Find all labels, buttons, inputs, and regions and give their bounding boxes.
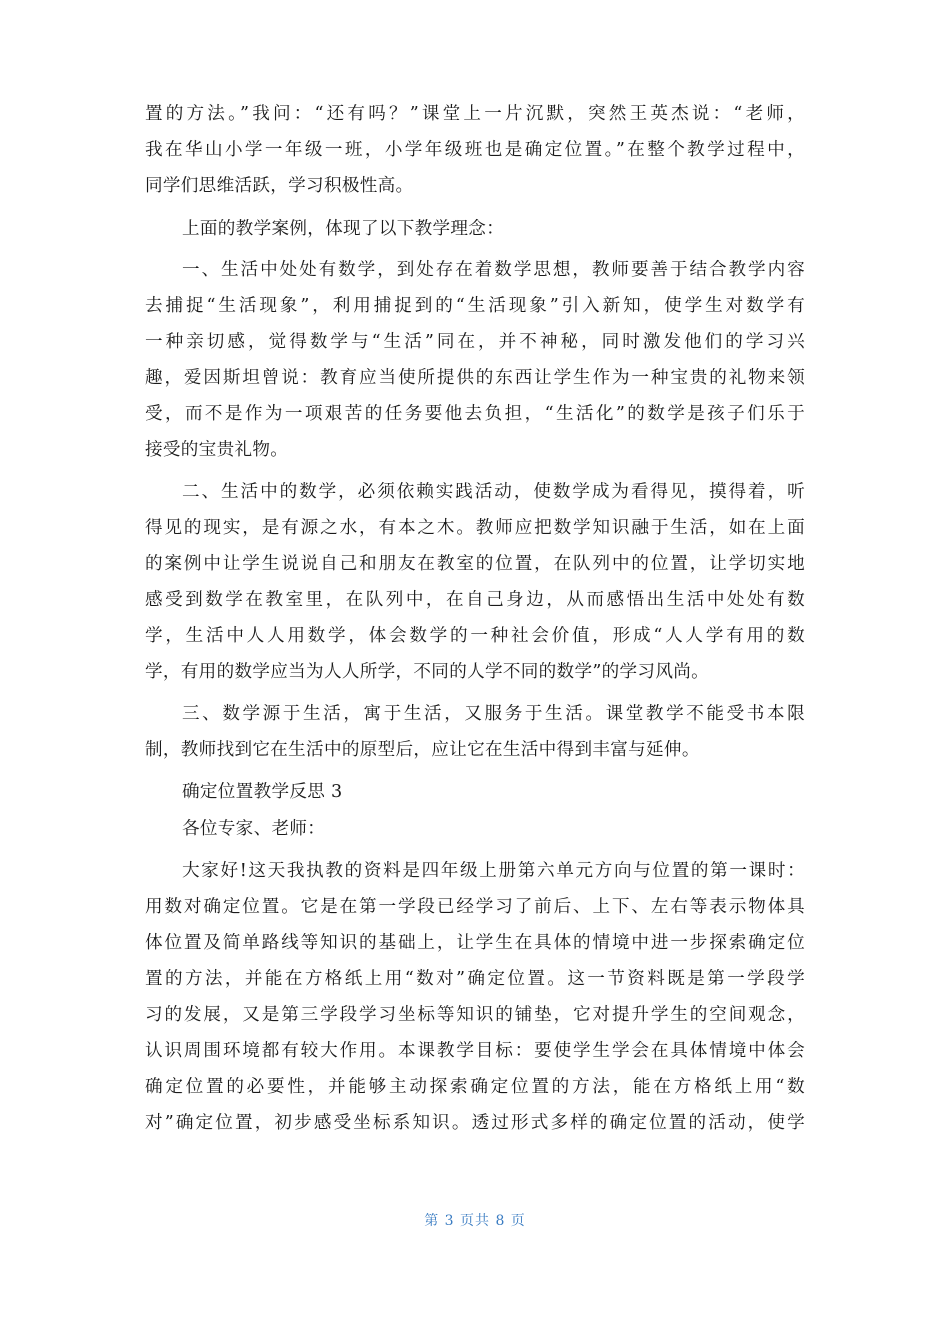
text-line: 的案例中让学生说说自己和朋友在教室的位置，在队列中的位置，让学切实地 [145, 554, 805, 574]
page-number-footer: 第 3 页共 8 页 [424, 1213, 526, 1229]
text-line: 大家好!这天我执教的资料是四年级上册第六单元方向与位置的第一课时： [182, 861, 805, 881]
text-line: 认识周围环境都有较大作用。本课教学目标：要使学生学会在具体情境中体会 [145, 1041, 805, 1061]
text-line: 接受的宝贵礼物。 [145, 440, 289, 460]
salutation: 各位专家、老师： [182, 819, 326, 839]
text-line: 二、生活中的数学，必须依赖实践活动，使数学成为看得见，摸得着，听 [182, 482, 805, 502]
text-line: 学，有用的数学应当为人人所学，不同的人学不同的数学”的学习风尚。 [145, 662, 710, 682]
text-line: 得见的现实，是有源之水，有本之木。教师应把数学知识融于生活，如在上面 [145, 518, 805, 538]
text-line: 对”确定位置，初步感受坐标系知识。透过形式多样的确定位置的活动，使学 [145, 1113, 805, 1133]
text-line: 置的方法。”我问：“还有吗？”课堂上一片沉默，突然王英杰说：“老师， [145, 104, 805, 124]
text-line: 习的发展，又是第三学段学习坐标等知识的铺垫，它对提升学生的空间观念， [145, 1005, 805, 1025]
section-heading: 确定位置教学反思 3 [182, 782, 343, 802]
text-line: 一种亲切感，觉得数学与“生活”同在，并不神秘，同时激发他们的学习兴 [145, 332, 805, 352]
text-line: 三、数学源于生活，寓于生活，又服务于生活。课堂教学不能受书本限 [182, 704, 805, 724]
text-line: 同学们思维活跃，学习积极性高。 [145, 176, 414, 196]
text-line: 受，而不是作为一项艰苦的任务要他去负担，“生活化”的数学是孩子们乐于 [145, 404, 805, 424]
text-line: 趣，爱因斯坦曾说：教育应当使所提供的东西让学生作为一种宝贵的礼物来领 [145, 368, 805, 388]
text-line: 制，教师找到它在生活中的原型后，应让它在生活中得到丰富与延伸。 [145, 740, 700, 760]
text-line: 我在华山小学一年级一班，小学年级班也是确定位置。”在整个教学过程中， [145, 140, 805, 160]
text-line: 置的方法，并能在方格纸上用“数对”确定位置。这一节资料既是第一学段学 [145, 969, 805, 989]
text-line: 确定位置的必要性，并能够主动探索确定位置的方法，能在方格纸上用“数 [145, 1077, 805, 1097]
text-line: 感受到数学在教室里，在队列中，在自己身边，从而感悟出生活中处处有数 [145, 590, 805, 610]
text-line: 体位置及简单路线等知识的基础上，让学生在具体的情境中进一步探索确定位 [145, 933, 805, 953]
text-line: 上面的教学案例，体现了以下教学理念： [182, 219, 505, 239]
text-line: 去捕捉“生活现象”，利用捕捉到的“生活现象”引入新知，使学生对数学有 [145, 296, 805, 316]
text-line: 用数对确定位置。它是在第一学段已经学习了前后、上下、左右等表示物体具 [145, 897, 805, 917]
text-line: 一、生活中处处有数学，到处存在着数学思想，教师要善于结合教学内容 [182, 260, 805, 280]
text-line: 学，生活中人人用数学，体会数学的一种社会价值，形成“人人学有用的数 [145, 626, 805, 646]
